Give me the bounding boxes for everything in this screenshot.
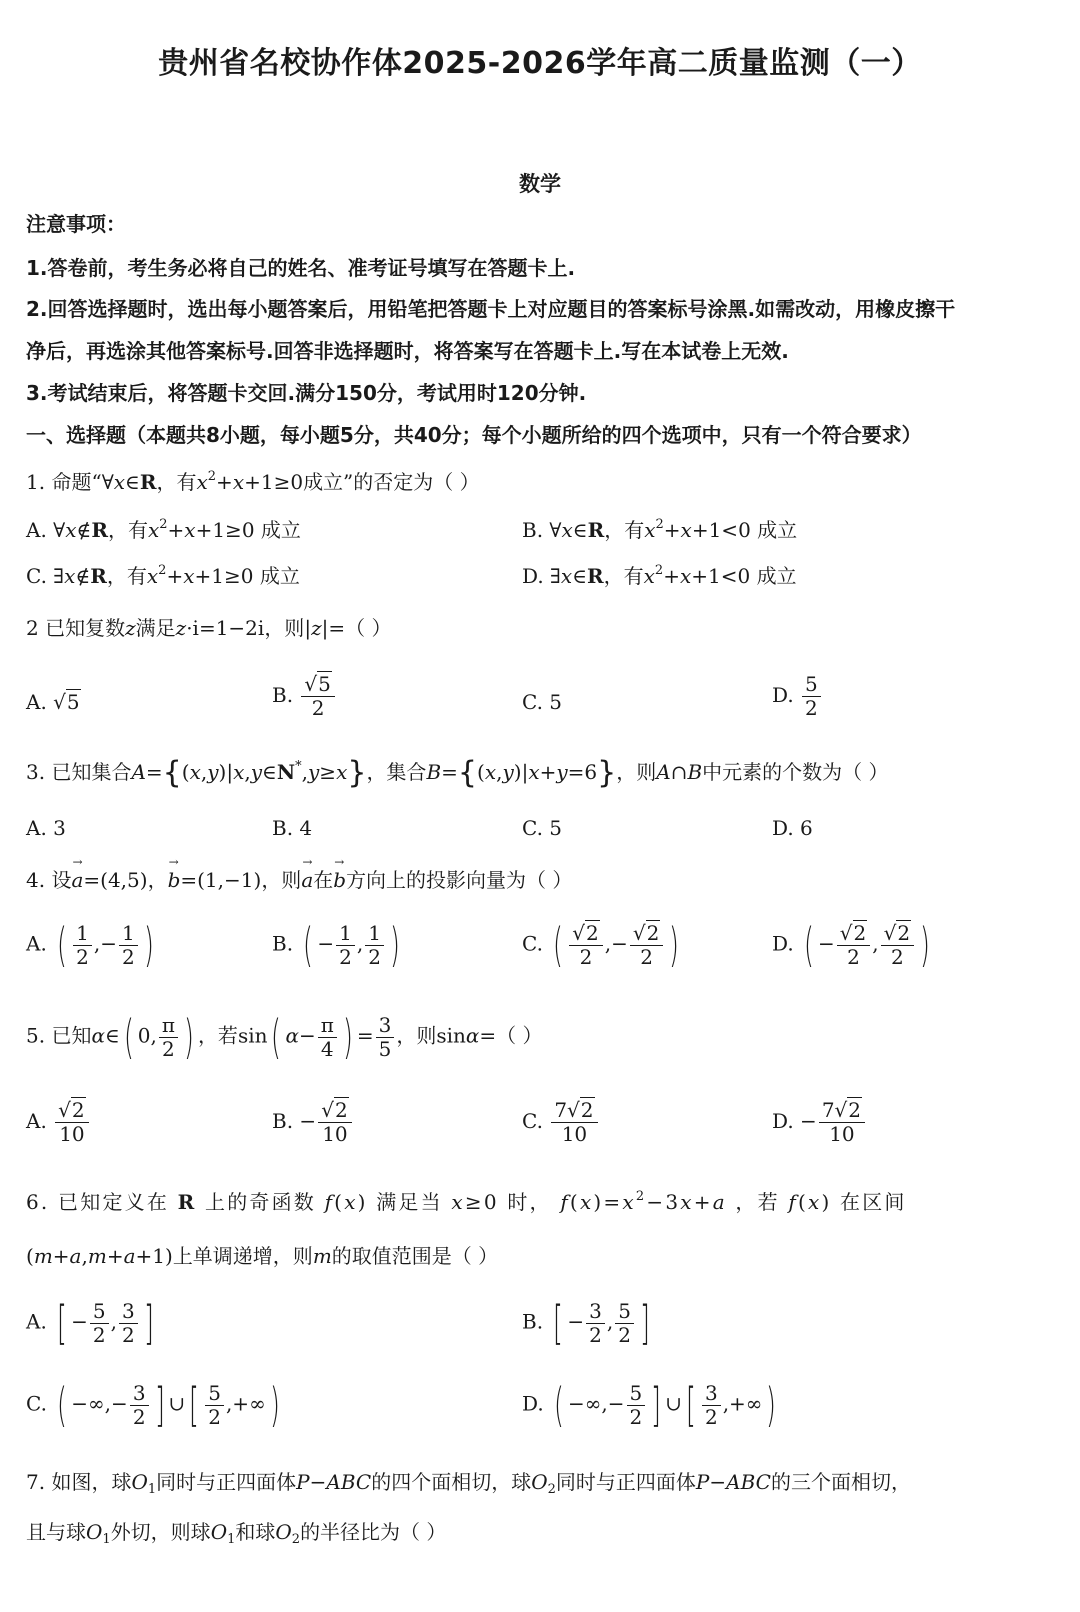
question-6-option-d: D. ( −∞,− $\frac{5}{2}$ ] ∪[ $\frac{3}{2}$ ,+∞)	[522, 1378, 777, 1432]
question-2-option-c: C. 5	[522, 690, 563, 714]
question-2-option-b: B. $\frac{√5}{2}$	[272, 674, 337, 719]
question-1-option-a: A. ∀x∉R，有$x^2+x+1\ge 0$ 成立	[26, 517, 301, 542]
question-3-option-d: D. 6	[772, 816, 813, 840]
question-2-option-d: D. $\frac{5}{2}$	[772, 674, 823, 719]
question-2-stem: 2 已知复数z满足z·i=1−2i，则|z|=（ ）	[26, 616, 392, 640]
question-3-option-a: A. 3	[26, 816, 66, 840]
exam-title: 贵州省名校协作体2025-2026学年高二质量监测（一）	[158, 46, 922, 81]
section-1-heading: 一、选择题（本题共8小题，每小题5分，共40分；每个小题所给的四个选项中，只有一个符合要求）	[26, 423, 922, 447]
question-4-stem: 4. 设→ a=(4,5)，→ b=(1,−1)，则→ a在→ b方向上的投影向量为（ ）	[26, 864, 572, 893]
question-7-stem-line-2: 且与球$O_1$外切，则球$O_1$和球$O_2$的半径比为（ ）	[26, 1520, 447, 1547]
question-3-stem: 3. 已知集合A={(x,y)|x,y∈N*,y≥x}，集合B={(x,y)|x+y=6}，则A∩B中元素的个数为（ ）	[26, 755, 889, 791]
question-6-option-b: B. [ − $\frac{3}{2}$ , $\frac{5}{2}$ ]	[522, 1296, 650, 1350]
question-4-option-a: A. ( $\frac{1}{2}$ ,− $\frac{1}{2}$ )	[26, 918, 154, 972]
subject-title: 数学	[519, 172, 561, 196]
question-3-option-b: B. 4	[272, 816, 313, 840]
question-2-option-a: A. √5	[26, 690, 80, 714]
question-1-option-b: B. ∀x∈R，有$x^2+x+1<0$ 成立	[522, 517, 798, 542]
question-1-option-d: D. ∃x∈R，有$x^2+x+1<0$ 成立	[522, 563, 797, 588]
question-6-stem-line-1: 6. 已知定义在 R 上的奇函数 f(x) 满足当 x≥0 时， $f(x)=x^2-3x+a$ ，若 f(x) 在区间	[26, 1189, 907, 1214]
question-6-stem-line-2: (m+a,m+a+1)上单调递增，则m的取值范围是（ ）	[26, 1244, 499, 1268]
question-3-option-c: C. 5	[522, 816, 563, 840]
question-1-option-c: C. ∃x∉R，有$x^2+x+1\ge 0$ 成立	[26, 563, 300, 588]
notice-heading: 注意事项：	[26, 212, 126, 236]
notice-item-2-line-1: 2.回答选择题时，选出每小题答案后，用铅笔把答题卡上对应题目的答案标号涂黑.如需改动，用橡皮擦干	[26, 297, 956, 321]
question-4-option-c: C. ( $\frac{√2}{2}$ ,− $\frac{√2}{2}$ )	[522, 918, 680, 972]
notice-item-2-line-2: 净后，再选涂其他答案标号.回答非选择题时，将答案写在答题卡上.写在本试卷上无效.	[26, 339, 789, 363]
question-4-option-d: D. ( − $\frac{√2}{2}$ , $\frac{√2}{2}$ )	[772, 918, 931, 972]
question-5-stem: 5. 已知α∈( 0, $\frac{\pi}{2}$ ) ，若sin( α− $\frac{\pi}{4}$ ) = $\frac{3}{5}$ ，则sinα=（ ）	[26, 1010, 543, 1064]
question-6-option-a: A. [ − $\frac{5}{2}$ , $\frac{3}{2}$ ]	[26, 1296, 154, 1350]
question-5-option-c: C. $\frac{7√2}{10}$	[522, 1100, 600, 1145]
question-5-option-b: B. − $\frac{√2}{10}$	[272, 1100, 354, 1145]
question-1-stem: 1. 命题“∀x∈R，有$x^2+x+1\ge 0$成立”的否定为（ ）	[26, 469, 480, 494]
notice-item-3: 3.考试结束后，将答题卡交回.满分150分，考试用时120分钟.	[26, 381, 587, 405]
question-7-stem-line-1: 7. 如图，球$O_1$同时与正四面体P−ABC的四个面相切，球$O_2$同时与正四面体P−ABC的三个面相切，	[26, 1470, 911, 1497]
notice-item-1: 1.答卷前，考生务必将自己的姓名、准考证号填写在答题卡上.	[26, 256, 576, 280]
question-5-option-a: A. $\frac{√2}{10}$	[26, 1100, 91, 1145]
question-5-option-d: D. − $\frac{7√2}{10}$	[772, 1100, 867, 1145]
question-6-option-c: C. ( −∞,− $\frac{3}{2}$ ] ∪[ $\frac{5}{2}$ ,+∞)	[26, 1378, 280, 1432]
question-4-option-b: B. ( − $\frac{1}{2}$ , $\frac{1}{2}$ )	[272, 918, 400, 972]
